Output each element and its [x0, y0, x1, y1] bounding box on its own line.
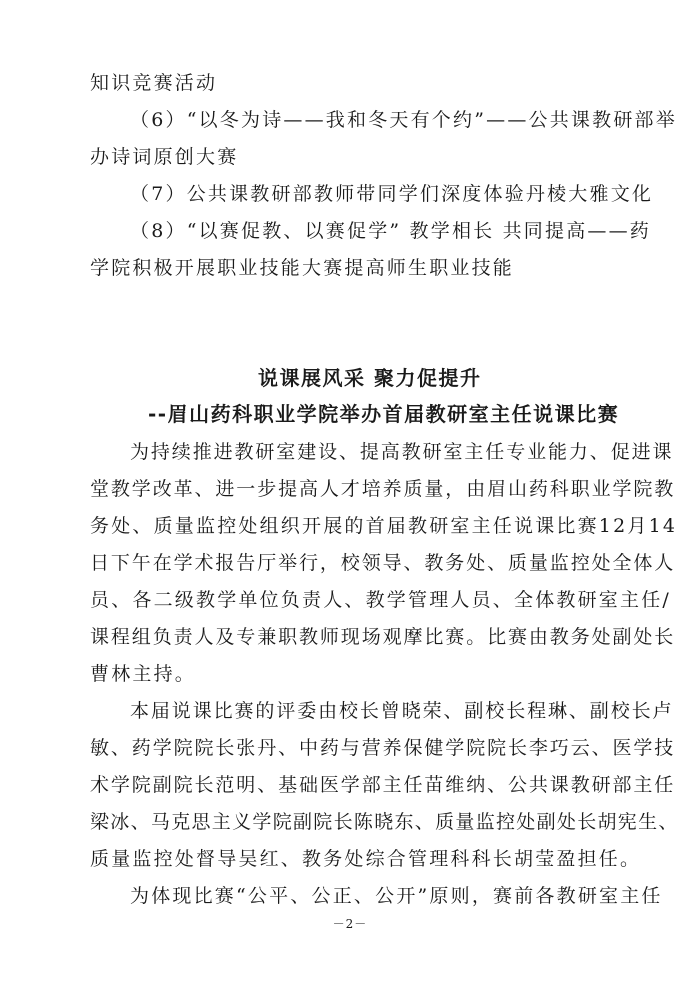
text-line: 学院积极开展职业技能大赛提高师生职业技能 — [90, 257, 515, 279]
body-line: 员、各二级教学单位负责人、教学管理人员、全体教研室主任/ — [90, 589, 672, 611]
body-line: 本届说课比赛的评委由校长曾晓荣、副校长程琳、副校长卢 — [130, 700, 674, 722]
body-line: 堂教学改革、进一步提高人才培养质量，由眉山药科职业学院教 — [90, 478, 676, 500]
body-line: 质量监控处督导吴红、教务处综合管理科科长胡莹盈担任。 — [90, 848, 642, 870]
body-line: 敏、药学院院长张丹、中药与营养保健学院院长李巧云、医学技 — [90, 737, 676, 759]
page-number: －2－ — [332, 917, 368, 931]
body-line: 务处、质量监控处组织开展的首届教研室主任说课比赛12月14 — [90, 515, 678, 537]
text-line: （7）公共课教研部教师带同学们深度体验丹棱大雅文化 — [130, 183, 654, 205]
text-line: （8）“以赛促教、以赛促学” 教学相长 共同提高——药 — [130, 220, 651, 242]
article-title: 说课展风采 聚力促提升 — [258, 366, 482, 390]
article-subtitle: --眉山药科职业学院举办首届教研室主任说课比赛 — [148, 402, 620, 426]
text-line: （6）“以冬为诗——我和冬天有个约”——公共课教研部举 — [130, 109, 677, 131]
body-line: 曹林主持。 — [90, 663, 197, 685]
body-line: 术学院副院长范明、基础医学部主任苗维纳、公共课教研部主任 — [90, 774, 676, 796]
text-line: 办诗词原创大赛 — [90, 146, 239, 168]
text-line: 知识竞赛活动 — [90, 72, 218, 94]
body-line: 为体现比赛“公平、公正、公开”原则，赛前各教研室主任 — [130, 885, 663, 907]
body-line: 课程组负责人及专兼职教师现场观摩比赛。比赛由教务处副处长 — [90, 626, 676, 648]
body-line: 日下午在学术报告厅举行，校领导、教务处、质量监控处全体人 — [90, 552, 676, 574]
body-line: 梁冰、马克思主义学院副院长陈晓东、质量监控处副处长胡宪生、 — [90, 811, 679, 833]
body-line: 为持续推进教研室建设、提高教研室主任专业能力、促进课 — [130, 441, 674, 463]
